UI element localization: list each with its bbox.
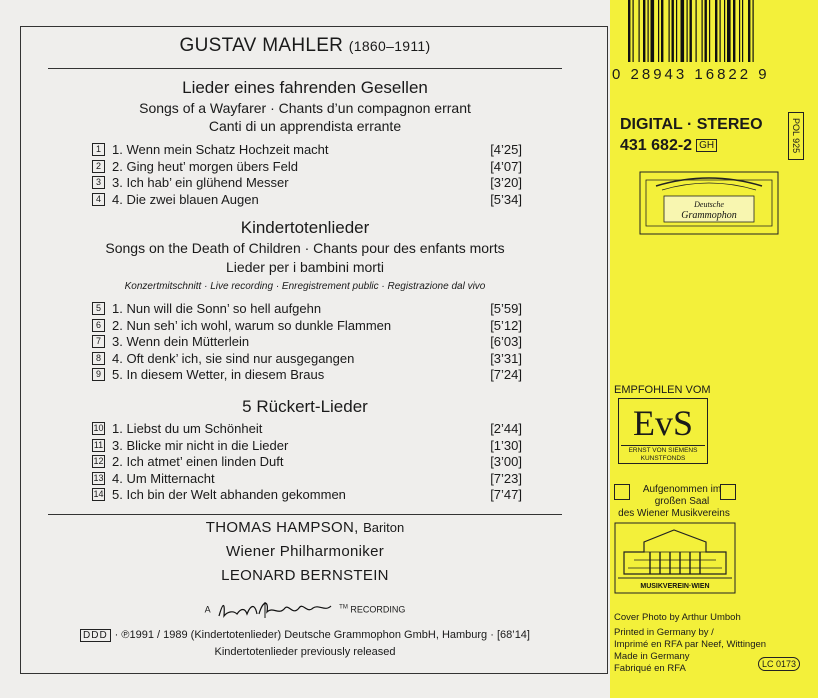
- track-number-box: 7: [92, 335, 105, 348]
- barcode-bar: [715, 0, 717, 62]
- track-duration: [5’34]: [490, 191, 522, 207]
- barcode-bar: [639, 0, 640, 62]
- singer-name: THOMAS HAMPSON,: [205, 519, 359, 536]
- sig-prefix: A: [204, 604, 211, 615]
- barcode-number: 0 28943 16822 9: [612, 66, 770, 83]
- track-number-box: 11: [93, 439, 104, 450]
- barcode-bar: [739, 0, 740, 62]
- track-row: [92, 192, 522, 209]
- track-row: [92, 142, 522, 159]
- track-title: 1. Wenn mein Schatz Hochzeit macht: [112, 142, 329, 157]
- track-duration: [5’59]: [490, 301, 522, 316]
- barcode-bar: [702, 0, 703, 62]
- barcode-bar: [651, 0, 655, 62]
- track-title: 5. In diesem Wetter, in diesem Braus: [112, 367, 325, 382]
- track-duration: [1’30]: [490, 437, 522, 453]
- catalog-number: 431 682-2: [620, 137, 693, 154]
- barcode-bar: [742, 0, 743, 62]
- section3-title: 5 Rückert-Lieder: [242, 397, 368, 416]
- barcode-bar: [643, 0, 645, 62]
- track-number-box: 9: [92, 368, 105, 381]
- track-row: [92, 438, 522, 455]
- barcode-bar: [720, 0, 721, 62]
- track-title: 4. Die zwei blauen Augen: [112, 191, 259, 207]
- section2-title: Kindertotenlieder: [240, 218, 370, 237]
- bernstein-signature-icon: [215, 598, 335, 622]
- track-number-box: 3: [92, 176, 105, 189]
- track-row: [92, 351, 522, 368]
- track-title: 5. Ich bin der Welt abhanden gekommen: [112, 487, 346, 502]
- track-duration: [7’24]: [490, 367, 522, 382]
- copyright-line: [0, 629, 610, 642]
- track-number-box: 4: [92, 193, 105, 206]
- track-title: 2. Ging heut’ morgen übers Feld: [112, 158, 298, 174]
- track-duration: [5’12]: [490, 317, 522, 333]
- track-number-box: 8: [92, 352, 105, 365]
- empfohlen-label: EMPFOHLEN VOM: [614, 384, 711, 396]
- previously-released: Kindertotenlieder previously released: [214, 646, 396, 658]
- track-row: [92, 454, 522, 471]
- track-title: 1. Nun will die Sonn’ so hell aufgehn: [112, 301, 322, 316]
- track-duration: [4’07]: [490, 158, 522, 174]
- catalog-number-row: [620, 137, 717, 155]
- barcode-bar: [628, 0, 630, 62]
- track-duration: [7’23]: [490, 470, 522, 486]
- track-row: [92, 334, 522, 351]
- barcode-bar: [733, 0, 735, 62]
- sig-suffix: RECORDING: [350, 604, 406, 615]
- section2-subtitle1: Songs on the Death of Children · Chants pour des enfants morts: [105, 240, 505, 256]
- evs-caption: ERNST VON SIEMENS KUNSTFONDS: [621, 445, 705, 463]
- track-duration: [3’31]: [490, 350, 522, 366]
- barcode-bar: [727, 0, 731, 62]
- track-title: 2. Nun seh’ ich wohl, warum so dunkle Flammen: [112, 317, 392, 333]
- aufgenommen-text: Aufgenommen im großen Saal: [642, 484, 722, 507]
- bottom-rule: [48, 514, 562, 515]
- track-number-box: 5: [92, 302, 105, 315]
- evs-badge: [618, 398, 708, 464]
- barcode-bar: [633, 0, 634, 62]
- printed-line: Printed in Germany by /: [614, 627, 714, 638]
- evs-logo-text: EvS: [632, 403, 693, 443]
- barcode-bar: [648, 0, 649, 62]
- fabrique-line: Fabriqué en RFA: [614, 663, 686, 674]
- track-number-box: 2: [92, 160, 105, 173]
- singer-role: Bariton: [363, 520, 405, 535]
- barcode-bar: [687, 0, 688, 62]
- top-rule: [48, 68, 562, 69]
- track-number-box: 12: [93, 456, 104, 466]
- track-row: [92, 487, 522, 504]
- aufgenommen-text2: des Wiener Musikvereins: [618, 508, 730, 519]
- track-duration: [3’00]: [490, 454, 522, 469]
- barcode-bar: [748, 0, 750, 62]
- cover-photo-credit: Cover Photo by Arthur Umboh: [614, 612, 741, 623]
- barcode-bar: [672, 0, 674, 62]
- barcode-bar: [661, 0, 663, 62]
- barcode-bar: [669, 0, 670, 62]
- ddd-badge: DDD: [80, 629, 111, 642]
- barcode-icon: [624, 0, 802, 62]
- track-duration: [7’47]: [490, 487, 522, 502]
- track-row: [92, 471, 522, 488]
- track-duration: [2’44]: [490, 421, 522, 436]
- sig-tm: TM: [339, 604, 348, 611]
- dg-logo-icon: [634, 168, 784, 238]
- track-number-box: 13: [93, 472, 104, 483]
- barcode-bar: [690, 0, 692, 62]
- composer-name: GUSTAV MAHLER: [179, 35, 344, 56]
- track-title: 4. Um Mitternacht: [112, 470, 215, 486]
- barcode-bar: [753, 0, 754, 62]
- track-title: 3. Blicke mir nicht in die Lieder: [112, 437, 289, 453]
- barcode-bar: [696, 0, 697, 62]
- bernstein-recording-mark: [0, 598, 610, 622]
- barcode-bar: [681, 0, 685, 62]
- conductor-credit: LEONARD BERNSTEIN: [221, 567, 389, 584]
- musikverein-logo-icon: [614, 522, 736, 594]
- track-title: 2. Ich atmet’ einen linden Duft: [112, 454, 284, 469]
- track-number-box: 14: [93, 489, 104, 499]
- left-box-icon: [614, 484, 630, 500]
- gh-badge: GH: [696, 139, 717, 152]
- barcode-bar: [705, 0, 707, 62]
- barcode-bar: [676, 0, 677, 62]
- track-row: [92, 367, 522, 384]
- barcode-bar: [724, 0, 725, 62]
- section1-subtitle2: Canti di un apprendista errante: [208, 118, 402, 134]
- track-duration: [3’20]: [490, 175, 522, 190]
- track-duration: [6’03]: [490, 334, 522, 349]
- track-row: [92, 175, 522, 192]
- track-row: [92, 421, 522, 438]
- track-duration: [4’25]: [490, 142, 522, 157]
- orchestra-credit: Wiener Philharmoniker: [225, 543, 385, 560]
- barcode-bar: [709, 0, 710, 62]
- musikverein-caption: MUSIKVEREIN·WIEN: [640, 583, 710, 590]
- track-row: [92, 318, 522, 335]
- track-number-box: 1: [92, 143, 105, 156]
- made-line: Made in Germany: [614, 651, 690, 662]
- copyright-text: · ℗1991 / 1989 (Kindertotenlieder) Deutsche Grammophon GmbH, Hamburg · [68’14]: [114, 629, 530, 641]
- composer-years: (1860–1911): [348, 38, 431, 54]
- track-number-box: 6: [92, 319, 105, 332]
- imprime-line: Imprimé en RFA par Neef, Wittingen: [614, 639, 767, 650]
- dg-logo-line2: Grammophon: [681, 210, 737, 221]
- track-title: 3. Wenn dein Mütterlein: [112, 334, 250, 349]
- singer-credit: [0, 519, 610, 536]
- label-code: LC 0173: [758, 657, 800, 671]
- live-recording-note: Konzertmitschnitt · Live recording · Enregistrement public · Registrazione dal vivo: [124, 281, 486, 292]
- track-number-box: 10: [93, 423, 104, 433]
- composer-heading: [0, 35, 610, 57]
- track-row: [92, 301, 522, 318]
- digital-stereo: DIGITAL · STEREO: [620, 116, 763, 133]
- section1-subtitle1: Songs of a Wayfarer · Chants d’un compagnon errant: [139, 100, 471, 116]
- dg-logo-line1: Deutsche: [694, 200, 724, 209]
- track-row: [92, 159, 522, 176]
- barcode-bar: [658, 0, 659, 62]
- pol-code: POL 925: [788, 112, 804, 160]
- track-title: 1. Liebst du um Schönheit: [112, 421, 263, 436]
- track-title: 4. Oft denk’ ich, sie sind nur ausgegangen: [112, 350, 355, 366]
- section2-subtitle2: Lieder per i bambini morti: [226, 259, 384, 275]
- section1-title: Lieder eines fahrenden Gesellen: [182, 78, 428, 97]
- track-title: 3. Ich hab’ ein glühend Messer: [112, 175, 289, 190]
